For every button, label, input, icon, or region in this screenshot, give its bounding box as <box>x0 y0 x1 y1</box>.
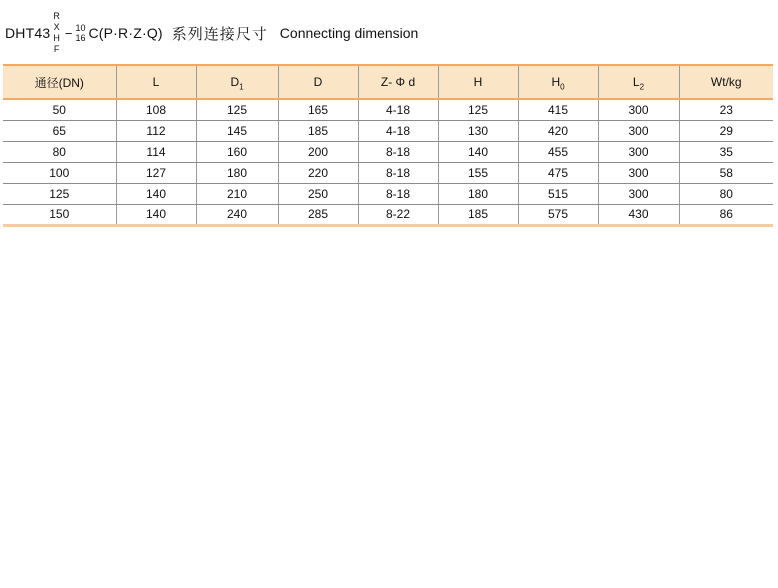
table-cell: 140 <box>116 183 196 204</box>
table-cell: 80 <box>679 183 773 204</box>
model-suffix: C(P·R·Z·Q) <box>88 25 163 41</box>
table-cell: 185 <box>438 204 518 225</box>
table-cell: 515 <box>518 183 598 204</box>
column-header: $H_0$ <box>518 65 598 99</box>
title-chinese-label: 系列连接尺寸 <box>171 25 268 43</box>
table-cell: 125 <box>438 99 518 120</box>
table-cell: 415 <box>518 99 598 120</box>
table-cell: 165 <box>278 99 358 120</box>
variant-letter: H <box>53 33 60 43</box>
column-header: $L_2$ <box>598 65 679 99</box>
table-cell: 575 <box>518 204 598 225</box>
page-title <box>5 8 778 58</box>
table-cell: 50 <box>3 99 116 120</box>
table-cell: 180 <box>438 183 518 204</box>
pressure-rating-stack <box>75 23 85 43</box>
table-cell: 475 <box>518 162 598 183</box>
column-header: L <box>116 65 196 99</box>
table-cell: 8-22 <box>358 204 438 225</box>
table-cell: 180 <box>196 162 278 183</box>
table-cell: 300 <box>598 183 679 204</box>
variant-letter: R <box>53 11 60 21</box>
table-row <box>3 120 773 141</box>
pressure-denominator: 16 <box>75 33 86 43</box>
table-cell: 8-18 <box>358 162 438 183</box>
table-cell: 430 <box>598 204 679 225</box>
table-cell: 114 <box>116 141 196 162</box>
table-cell: 4-18 <box>358 120 438 141</box>
table-cell: 160 <box>196 141 278 162</box>
column-header: H <box>438 65 518 99</box>
column-header-subscript: 1 <box>239 82 244 92</box>
table-cell: 300 <box>598 162 679 183</box>
model-prefix: DHT43 <box>5 25 51 41</box>
table-row <box>3 99 773 120</box>
table-cell: 8-18 <box>358 183 438 204</box>
table-row <box>3 183 773 204</box>
column-header: D <box>278 65 358 99</box>
table-cell: 112 <box>116 120 196 141</box>
table-cell: 86 <box>679 204 773 225</box>
table-cell: 145 <box>196 120 278 141</box>
table-cell: 8-18 <box>358 141 438 162</box>
table-cell: 35 <box>679 141 773 162</box>
table-row <box>3 204 773 225</box>
table-cell: 58 <box>679 162 773 183</box>
variant-letter: X <box>53 22 60 32</box>
table-cell: 100 <box>3 162 116 183</box>
table-row <box>3 141 773 162</box>
column-header-subscript: 2 <box>639 82 645 92</box>
table-cell: 150 <box>3 204 116 225</box>
table-cell: 300 <box>598 141 679 162</box>
column-header: Z- Φ d <box>358 65 438 99</box>
table-cell: 125 <box>196 99 278 120</box>
pressure-numerator: 10 <box>75 23 86 33</box>
title-english-label: Connecting dimension <box>279 25 419 41</box>
table-body <box>3 99 773 225</box>
table-cell: 250 <box>278 183 358 204</box>
variant-letter: F <box>53 44 60 54</box>
table-cell: 240 <box>196 204 278 225</box>
table-cell: 220 <box>278 162 358 183</box>
table-cell: 130 <box>438 120 518 141</box>
table-header-row <box>3 65 773 99</box>
table-cell: 4-18 <box>358 99 438 120</box>
page <box>0 8 778 588</box>
column-header: $D_1$ <box>196 65 278 99</box>
table-row <box>3 162 773 183</box>
column-header-subscript: 0 <box>560 82 565 92</box>
table-cell: 455 <box>518 141 598 162</box>
table-cell: 155 <box>438 162 518 183</box>
table-cell: 23 <box>679 99 773 120</box>
table-cell: 140 <box>116 204 196 225</box>
column-header: Wt/kg <box>679 65 773 99</box>
table-cell: 200 <box>278 141 358 162</box>
table-cell: 210 <box>196 183 278 204</box>
table-cell: 285 <box>278 204 358 225</box>
column-header: 通径(DN) <box>3 65 116 99</box>
table-cell: 300 <box>598 120 679 141</box>
table-cell: 185 <box>278 120 358 141</box>
model-variant-stack <box>53 11 60 55</box>
title-dash: − <box>64 25 73 41</box>
table-cell: 420 <box>518 120 598 141</box>
table-cell: 29 <box>679 120 773 141</box>
table-cell: 140 <box>438 141 518 162</box>
table-cell: 80 <box>3 141 116 162</box>
connecting-dimension-table <box>3 64 773 227</box>
table-cell: 125 <box>3 183 116 204</box>
table-cell: 108 <box>116 99 196 120</box>
table-cell: 65 <box>3 120 116 141</box>
table-cell: 300 <box>598 99 679 120</box>
table-cell: 127 <box>116 162 196 183</box>
